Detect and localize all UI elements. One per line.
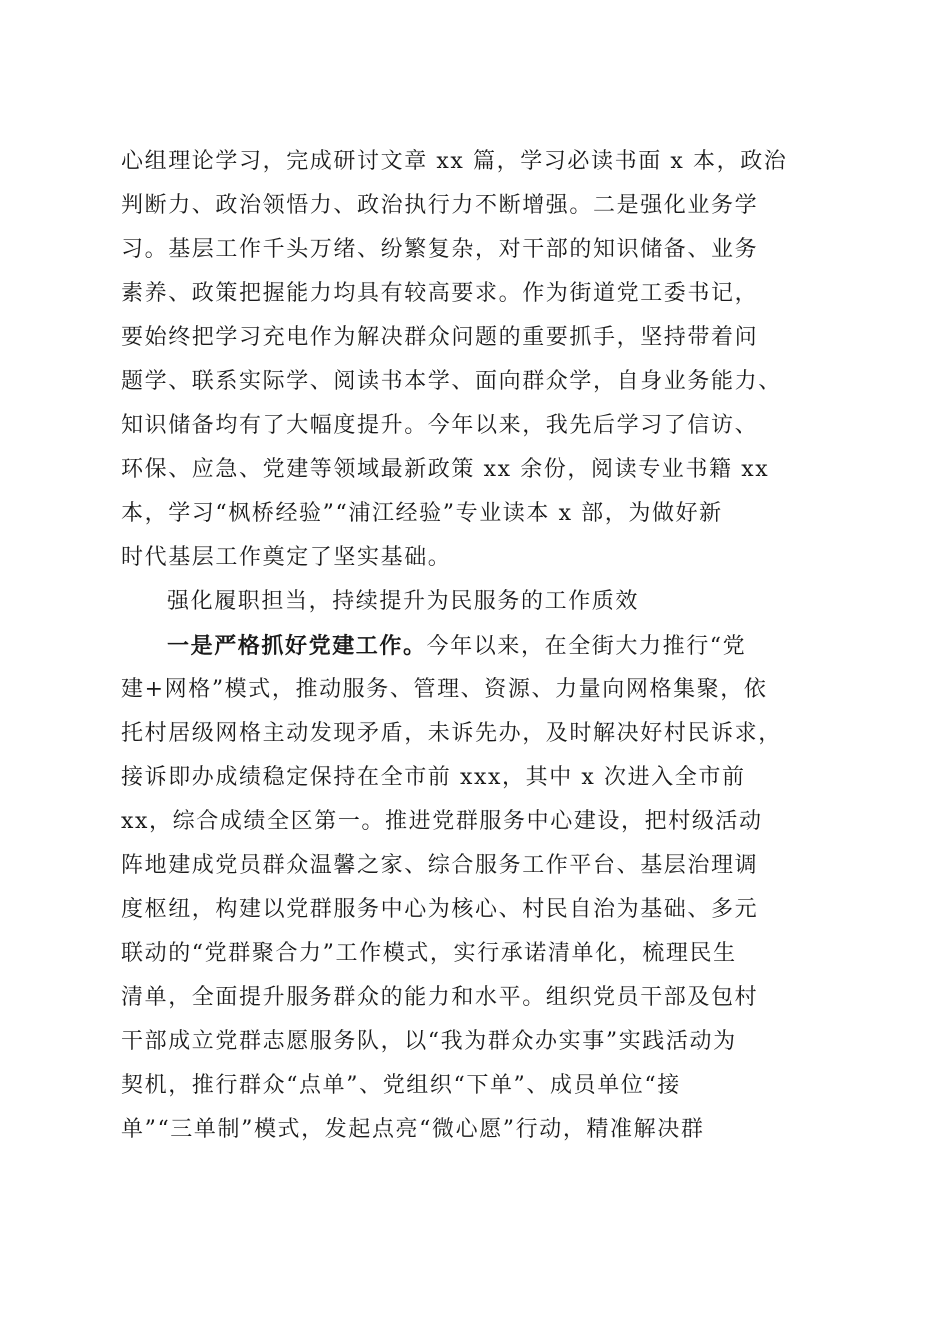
text-line: 契机，推行群众“点单”、党组织“下单”、成员单位“接 (121, 1073, 681, 1098)
paragraph-lead-rest: 今年以来，在全街大力推行“党 (426, 634, 747, 659)
text-line: 判断力、政治领悟力、政治执行力不断增强。二是强化业务学 (121, 193, 759, 218)
text-line: 托村居级网格主动发现矛盾，未诉先办，及时解决好村民诉求， (121, 721, 782, 746)
text-line: 题学、联系实际学、阅读书本学、面向群众学，自身业务能力、 (121, 369, 782, 394)
text-line: 阵地建成党员群众温馨之家、综合服务工作平台、基层治理调 (121, 853, 759, 878)
text-line: 联动的“党群聚合力”工作模式，实行承诺清单化，梳理民生 (121, 941, 737, 966)
text-line: 建+网格”模式，推动服务、管理、资源、力量向网格集聚，依 (121, 677, 768, 702)
text-line: 心组理论学习，完成研讨文章 xx 篇，学习必读书面 x 本，政治 (121, 149, 788, 174)
text-line: 习。基层工作千头万绪、纷繁复杂，对干部的知识储备、业务 (121, 237, 759, 262)
text-line: 知识储备均有了大幅度提升。今年以来，我先后学习了信访、 (121, 413, 759, 438)
text-line: 干部成立党群志愿服务队，以“我为群众办实事”实践活动为 (121, 1029, 737, 1054)
text-line: 环保、应急、党建等领域最新政策 xx 余份，阅读专业书籍 xx (121, 457, 770, 482)
paragraph-first-line (121, 624, 746, 668)
text-line: 素养、政策把握能力均具有较高要求。作为街道党工委书记， (121, 281, 759, 306)
text-line: 接诉即办成绩稳定保持在全市前 xxx，其中 x 次进入全市前 (121, 765, 746, 790)
section-heading: 强化履职担当，持续提升为民服务的工作质效 (167, 589, 640, 614)
text-line: 单”“三单制”模式，发起点亮“微心愿”行动，精准解决群 (121, 1117, 705, 1142)
text-line: 要始终把学习充电作为解决群众问题的重要抓手，坚持带着问 (121, 325, 759, 350)
text-line: 时代基层工作奠定了坚实基础。 (121, 545, 452, 570)
text-line: xx，综合成绩全区第一。推进党群服务中心建设，把村级活动 (121, 809, 763, 834)
text-line: 度枢纽，构建以党群服务中心为核心、村民自治为基础、多元 (121, 897, 759, 922)
text-line: 本，学习“枫桥经验”“浦江经验”专业读本 x 部，为做好新 (121, 501, 723, 526)
text-line: 清单，全面提升服务群众的能力和水平。组织党员干部及包村 (121, 985, 759, 1010)
paragraph-lead-bold: 一是严格抓好党建工作。 (167, 633, 427, 659)
